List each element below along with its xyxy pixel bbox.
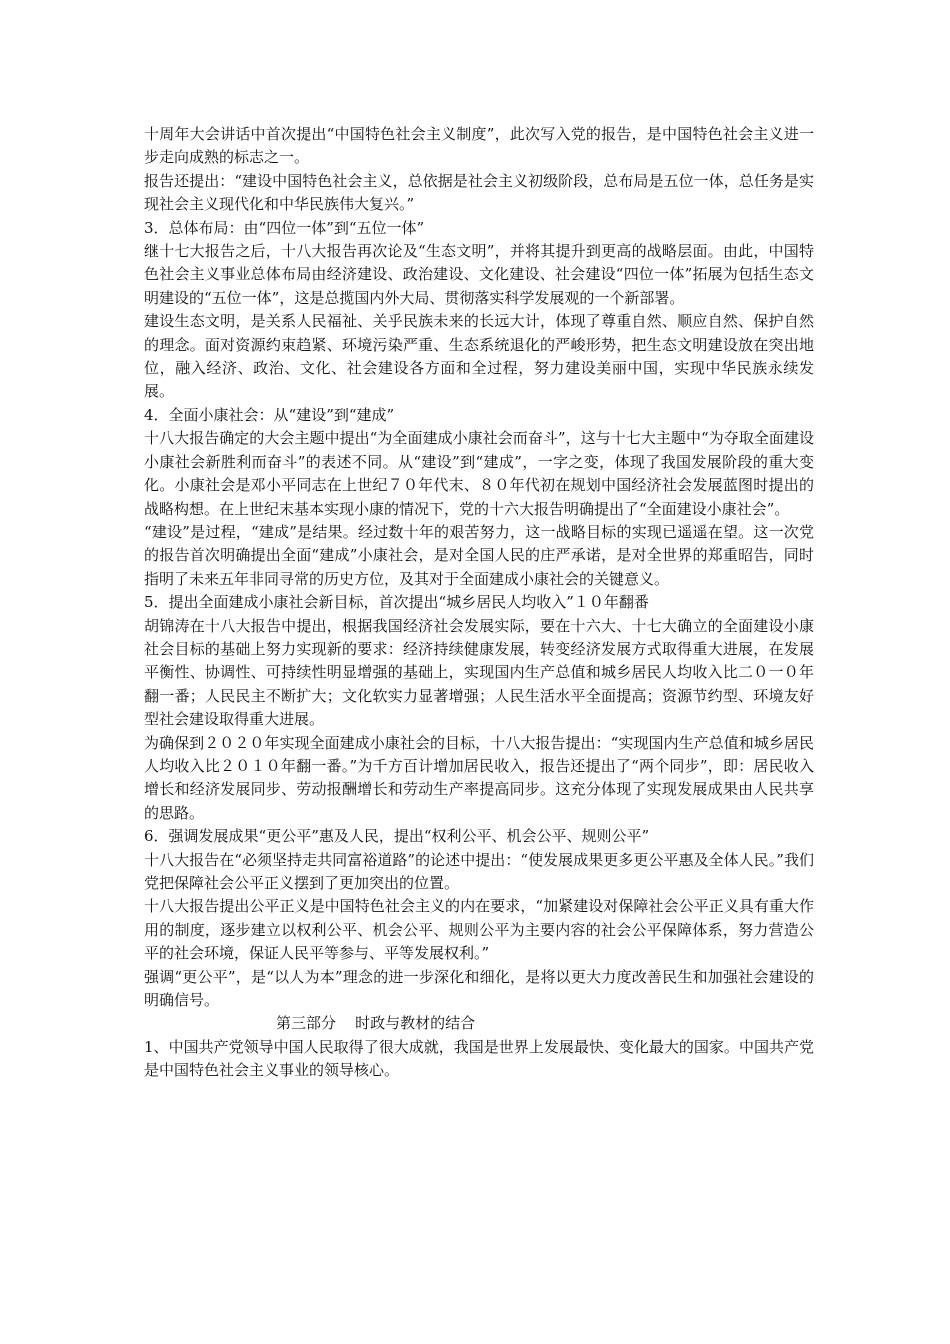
paragraph: 十八大报告提出公平正义是中国特色社会主义的内在要求，“加紧建设对保障社会公平正义具有重大作用的制度，逐步建立以权利公平、机会公平、规则公平为主要内容的社会公平保障体系，努力营造公平的社会环境，保证人民平等参与、平等发展权利。” xyxy=(144,897,814,963)
section-heading: 3．总体布局：由“四位一体”到“五位一体” xyxy=(144,218,425,237)
paragraph: 1、中国共产党领导中国人民取得了很大成就，我国是世界上发展最快、变化最大的国家。中国共产党是中国特色社会主义事业的领导核心。 xyxy=(144,1037,814,1080)
paragraph: 强调“更公平”，是“以人为本”理念的进一步深化和细化，是将以更大力度改善民生和加强社会建设的明确信号。 xyxy=(144,967,814,1010)
section-heading: 5．提出全面建成小康社会新目标，首次提出“城乡居民人均收入”１０年翻番 xyxy=(144,593,649,612)
section-heading: 4．全面小康社会：从“建设”到“建成” xyxy=(144,405,395,424)
section-heading: 6．强调发展成果“更公平”惠及人民，提出“权利公平、机会公平、规则公平” xyxy=(144,827,650,846)
paragraph: 建设生态文明，是关系人民福祉、关乎民族未来的长远大计，体现了尊重自然、顺应自然、保护自然的理念。面对资源约束趋紧、环境污染严重、生态系统退化的严峻形势，把生态文明建设放在突出地位，融入经济、政治、文化、社会建设各方面和全过程，努力建设美丽中国，实现中华民族永续发展。 xyxy=(144,312,814,401)
paragraph: “建设”是过程，“建成”是结果。经过数十年的艰苦努力，这一战略目标的实现已遥遥在望。这一次党的报告首次明确提出全面“建成”小康社会，是对全国人民的庄严承诺，是对全世界的郑重昭告，同时指明了未来五年非同寻常的历史方位，及其对于全面建成小康社会的关键意义。 xyxy=(144,522,814,588)
document-page xyxy=(144,123,814,1083)
part-title: 第三部分 时政与教材的结合 xyxy=(276,1014,476,1033)
paragraph: 十周年大会讲话中首次提出“中国特色社会主义制度”，此次写入党的报告，是中国特色社会主义进一步走向成熟的标志之一。 xyxy=(144,125,814,167)
paragraph: 为确保到２０２０年实现全面建成小康社会的目标，十八大报告提出：“实现国内生产总值和城乡居民人均收入比２０１０年翻一番。”为千方百计增加居民收入，报告还提出了“两个同步”，即：居民收入增长和经济发展同步、劳动报酬增长和劳动生产率提高同步。这充分体现了实现发展成果由人民共享的思路。 xyxy=(144,733,814,822)
paragraph: 十八大报告在“必须坚持走共同富裕道路”的论述中提出：“使发展成果更多更公平惠及全体人民。”我们党把保障社会公平正义摆到了更加突出的位置。 xyxy=(144,850,814,892)
paragraph: 十八大报告确定的大会主题中提出“为全面建成小康社会而奋斗”，这与十七大主题中“为夺取全面建设小康社会新胜利而奋斗”的表述不同。从“建设”到“建成”，一字之变，体现了我国发展阶段的重大变化。小康社会是邓小平同志在上世纪７０年代末、８０年代初在规划中国经济社会发展蓝图时提出的战略构想。在上世纪末基本实现小康的情况下，党的十六大报告明确提出了“全面建设小康社会”。 xyxy=(144,429,814,518)
paragraph: 胡锦涛在十八大报告中提出，根据我国经济社会发展实际，要在十六大、十七大确立的全面建设小康社会目标的基础上努力实现新的要求：经济持续健康发展，转变经济发展方式取得重大进展，在发展平衡性、协调性、可持续性明显增强的基础上，实现国内生产总值和城乡居民人均收入比二０一０年翻一番；人民民主不断扩大；文化软实力显著增强；人民生活水平全面提高；资源节约型、环境友好型社会建设取得重大进展。 xyxy=(144,616,814,729)
paragraph: 报告还提出：“建设中国特色社会主义，总依据是社会主义初级阶段，总布局是五位一体，总任务是实现社会主义现代化和中华民族伟大复兴。” xyxy=(144,171,814,214)
paragraph: 继十七大报告之后，十八大报告再次论及“生态文明”，并将其提升到更高的战略层面。由此，中国特色社会主义事业总体布局由经济建设、政治建设、文化建设、社会建设“四位一体”拓展为包括生态文明建设的“五位一体”，这是总揽国内外大局、贯彻落实科学发展观的一个新部署。 xyxy=(144,242,814,307)
